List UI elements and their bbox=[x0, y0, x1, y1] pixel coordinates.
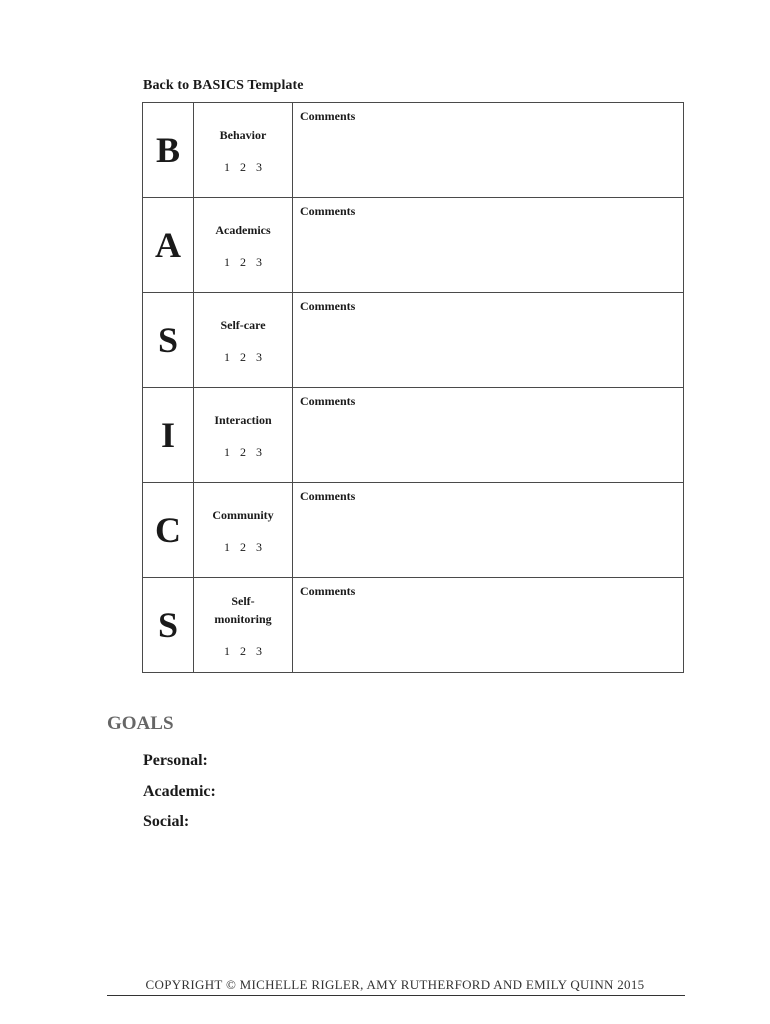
table-row bbox=[143, 198, 684, 293]
footer-divider bbox=[107, 995, 685, 996]
comments-label: Comments bbox=[300, 204, 356, 218]
comments-cell[interactable] bbox=[293, 388, 684, 483]
category-cell bbox=[194, 293, 293, 388]
basics-table bbox=[142, 102, 684, 673]
comments-cell[interactable] bbox=[293, 103, 684, 198]
goal-social-label: Social: bbox=[143, 813, 190, 830]
row-letter: S bbox=[143, 578, 194, 673]
rating-scale: 1 2 3 bbox=[224, 349, 262, 364]
row-letter: C bbox=[143, 483, 194, 578]
category-cell bbox=[194, 388, 293, 483]
category-cell bbox=[194, 483, 293, 578]
category-name: Behavior bbox=[219, 127, 267, 142]
table-row bbox=[143, 293, 684, 388]
category-name: Interaction bbox=[214, 412, 272, 427]
comments-cell[interactable] bbox=[293, 578, 684, 673]
row-letter: S bbox=[143, 293, 194, 388]
category-name: Self-monitoring bbox=[214, 593, 272, 626]
table-row bbox=[143, 578, 684, 673]
rating-scale: 1 2 3 bbox=[224, 159, 262, 174]
row-letter: A bbox=[143, 198, 194, 293]
category-name: Self-care bbox=[220, 317, 266, 332]
comments-cell[interactable] bbox=[293, 293, 684, 388]
goal-academic-label: Academic: bbox=[143, 783, 216, 800]
table-row bbox=[143, 103, 684, 198]
rating-scale: 1 2 3 bbox=[224, 643, 262, 658]
category-cell bbox=[194, 578, 293, 673]
category-cell bbox=[194, 103, 293, 198]
rating-scale: 1 2 3 bbox=[224, 539, 262, 554]
comments-label: Comments bbox=[300, 394, 356, 408]
row-letter: I bbox=[143, 388, 194, 483]
comments-label: Comments bbox=[300, 299, 356, 313]
row-letter: B bbox=[143, 103, 194, 198]
document-title: Back to BASICS Template bbox=[143, 78, 304, 93]
rating-scale: 1 2 3 bbox=[224, 254, 262, 269]
table-row bbox=[143, 483, 684, 578]
category-cell bbox=[194, 198, 293, 293]
comments-label: Comments bbox=[300, 109, 356, 123]
category-name: Academics bbox=[215, 222, 271, 237]
category-name: Community bbox=[212, 507, 274, 522]
goal-personal-label: Personal: bbox=[143, 752, 208, 769]
comments-cell[interactable] bbox=[293, 198, 684, 293]
comments-label: Comments bbox=[300, 584, 356, 598]
rating-scale: 1 2 3 bbox=[224, 444, 262, 459]
comments-cell[interactable] bbox=[293, 483, 684, 578]
copyright-footer: COPYRIGHT © MICHELLE RIGLER, AMY RUTHERFORD AND EMILY QUINN 2015 bbox=[145, 977, 645, 992]
comments-label: Comments bbox=[300, 489, 356, 503]
goals-heading: GOALS bbox=[107, 713, 174, 734]
table-row bbox=[143, 388, 684, 483]
